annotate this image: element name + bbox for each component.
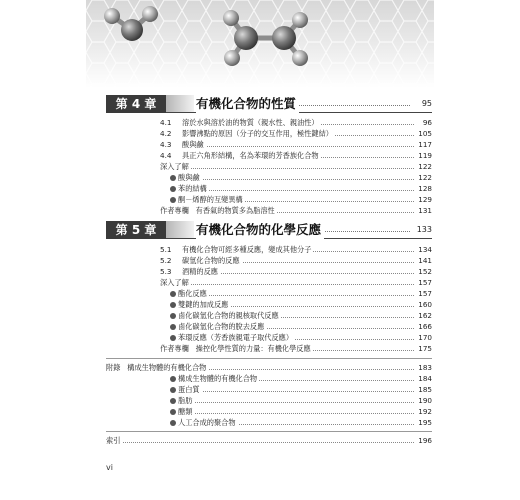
toc-author-column-4[interactable]: 作者專欄 有香氣的物質多為脂溶性 131 [160,206,432,215]
chapter-badge: 第 5 章 [106,221,166,239]
toc-deep-item[interactable]: 苯的結構 128 [170,183,432,194]
toc-deep-item[interactable]: 酮－烯醇的互變異構 129 [170,194,432,205]
chapter-badge: 第 4 章 [106,95,166,113]
toc-appendix-item[interactable]: 蛋白質 185 [170,384,432,395]
divider [106,431,432,432]
bullet-icon [170,324,176,330]
chapter-5-heading[interactable] [106,221,432,239]
toc-entry-4-1[interactable]: 4.1 溶於水與溶於油的物質（親水性、親油性） 96 [160,118,432,127]
toc-appendix[interactable]: 附錄 構成生物體的有機化合物 183 [106,363,432,372]
chapter-page: 95 [421,99,432,108]
bullet-icon [170,376,176,382]
toc-appendix-item[interactable]: 人工合成的聚合物 195 [170,417,432,428]
toc-entry-4-3[interactable]: 4.3 酸與鹼 117 [160,140,432,149]
chapter-4-heading[interactable] [106,95,432,113]
toc-deep-item[interactable]: 鹵化碳氫化合物的親核取代反應 162 [170,310,432,321]
toc-author-column-5[interactable]: 作者專欄 操控化學性質的力量：有機化學反應 175 [160,344,432,353]
toc-entry-5-3[interactable]: 5.3 酒精的反應 152 [160,267,432,276]
header-banner [86,0,434,88]
bullet-icon [170,420,176,426]
toc-deep-item[interactable]: 苯環反應（芳香族親電子取代反應） 170 [170,332,432,343]
page-number: vi [106,463,113,472]
toc-entry-4-4[interactable]: 4.4 具正六角形結構，名為苯環的芳香族化合物 119 [160,151,432,160]
entry-page: 96 [422,118,432,127]
toc-appendix-item[interactable]: 醣類 192 [170,406,432,417]
bullet-icon [170,335,176,341]
entry-page: 105 [418,129,432,138]
bullet-icon [170,387,176,393]
divider [106,358,432,359]
toc-entry-5-2[interactable]: 5.2 碳氫化合物的反應 141 [160,256,432,265]
toc-entry-4-2[interactable]: 4.2 影響沸點的原因（分子的交互作用，極性鍵結） 105 [160,129,432,138]
toc-deep-dive-4[interactable]: 深入了解 122 [160,162,432,171]
bullet-icon [170,398,176,404]
toc-appendix-item[interactable]: 構成生物體的有機化合物 184 [170,373,432,384]
bullet-icon [170,409,176,415]
chapter-title: 有機化合物的性質 [196,94,299,114]
toc-deep-dive-5[interactable]: 深入了解 157 [160,278,432,287]
bullet-icon [170,302,176,308]
entry-page: 119 [418,151,432,160]
entry-page: 117 [418,140,432,149]
bullet-icon [170,197,176,203]
toc-deep-item[interactable]: 酸與鹼 122 [170,172,432,183]
bullet-icon [170,313,176,319]
bullet-icon [170,186,176,192]
toc-deep-item[interactable]: 酯化反應 157 [170,288,432,299]
toc-deep-item[interactable]: 雙鍵的加成反應 160 [170,299,432,310]
toc-deep-item[interactable]: 鹵化碳氫化合物的脫去反應 166 [170,321,432,332]
toc-appendix-item[interactable]: 脂肪 190 [170,395,432,406]
toc-index[interactable]: 索引 196 [106,436,432,445]
chapter-title: 有機化合物的化學反應 [196,220,324,240]
chapter-page: 133 [416,225,432,234]
toc-page [86,0,434,500]
bullet-icon [170,291,176,297]
bullet-icon [170,175,176,181]
molecule-model-icon [86,0,434,88]
toc-entry-5-1[interactable]: 5.1 有機化合物可經多種反應，變成其他分子 134 [160,245,432,254]
